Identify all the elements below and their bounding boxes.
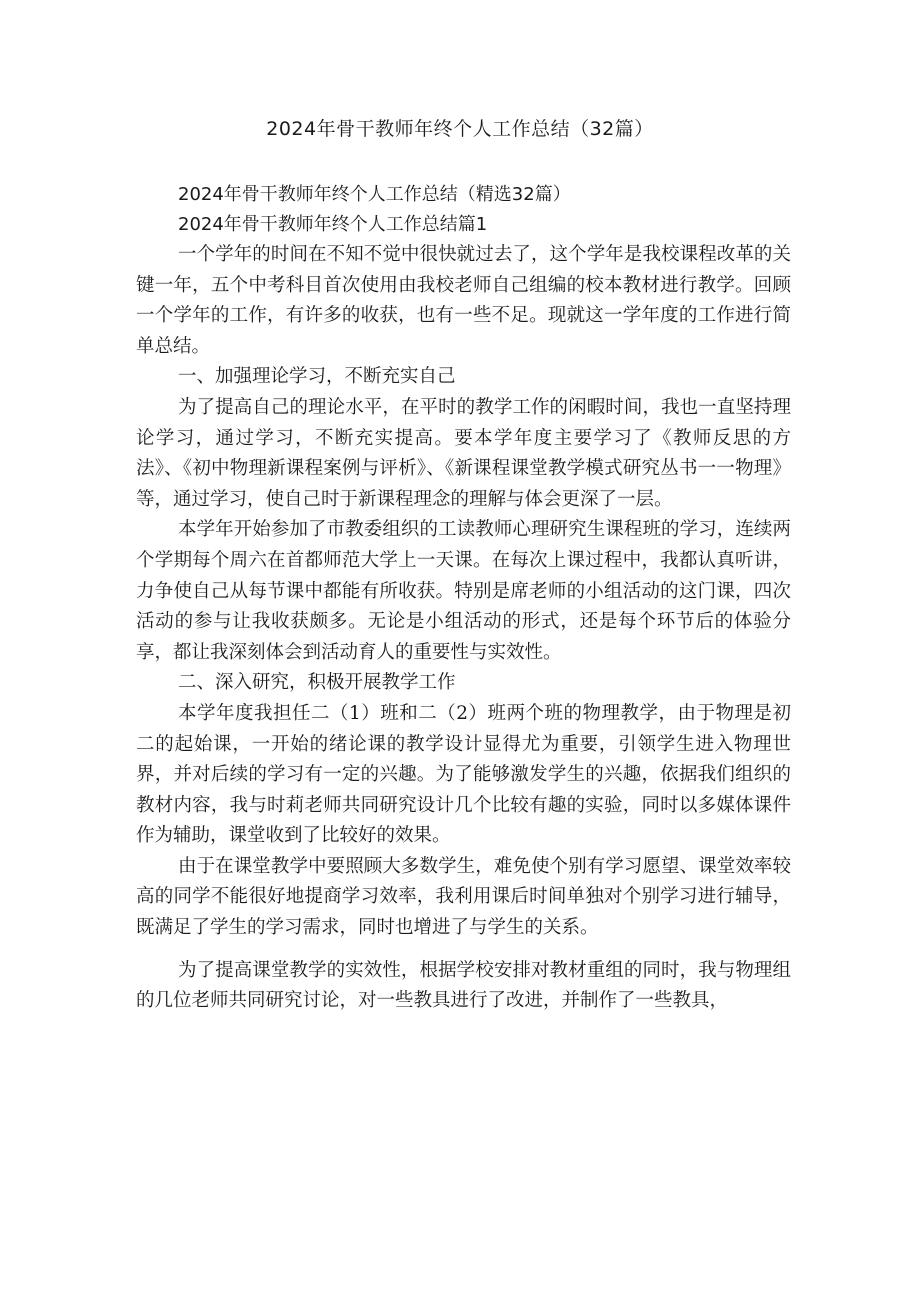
paragraph-individual-tutoring: 由于在课堂教学中要照顾大多数学生，难免使个别有学习愿望、课堂效率较高的同学不能很好地提商学习效率，我利用课后时间单独对个别学习进行辅导，既满足了学生的学习需求，同时也增进了与学生的关系。 [136, 855, 791, 939]
paragraph-theory-study: 为了提高自己的理论水平，在平时的教学工作的闲暇时间，我也一直坚持理论学习，通过学习，不断充实提高。要本学年度主要学习了《教师反思的方法》、《初中物理新课程案例与评析》、《新课程课堂教学模式研究丛书一一物理》等，通过学习，使自己时于新课程理念的理解与体会更深了一层。 [136, 396, 791, 510]
paragraph-intro: 一个学年的时间在不知不觉中很快就过去了，这个学年是我校课程改革的关键一年，五个中考科目首次使用由我校老师自己组编的校本教材进行教学。回顾一个学年的工作，有许多的收获，也有一些不足。现就这一学年度的工作进行简单总结。 [136, 244, 791, 357]
paragraph-teaching-aids: 为了提高课堂教学的实效性，根据学校安排对教材重组的同时，我与物理组的几位老师共同研究讨论，对一些教具进行了改进，并制作了一些教具， [136, 959, 791, 1012]
paragraph-psychology-course: 本学年开始参加了市教委组织的工读教师心理研究生课程班的学习，连续两个学期每个周六在首都师范大学上一天课。在每次上课过程中，我都认真听讲，力争使自己从每节课中都能有所收获。特别是席老师的小组活动的这门课，四次活动的参与让我收获颇多。无论是小组活动的形式，还是每个环节后的体验分享，都让我深刻体会到活动育人的重要性与实效性。 [136, 519, 791, 663]
article-heading: 2024年骨干教师年终个人工作总结篇1 [178, 214, 488, 235]
document-body [136, 180, 791, 1017]
paragraph-physics-teaching: 本学年度我担任二（1）班和二（2）班两个班的物理教学，由于物理是初二的起始课，一开始的绪论课的教学设计显得尤为重要，引领学生进入物理世界，并对后续的学习有一定的兴趣。为了能够激发学生的兴趣，依据我们组织的教材内容，我与时莉老师共同研究设计几个比较有趣的实验，同时以多媒体课件作为辅助，课堂收到了比较好的效果。 [136, 702, 791, 847]
section-heading-1: 一、加强理论学习，不断充实自己 [178, 366, 456, 388]
document-title: 2024年骨干教师年终个人工作总结（32篇） [266, 118, 654, 140]
paragraph-gap [136, 944, 791, 956]
document-subtitle: 2024年骨干教师年终个人工作总结（精选32篇） [178, 184, 571, 205]
section-heading-2: 二、深入研究，积极开展教学工作 [178, 672, 456, 694]
